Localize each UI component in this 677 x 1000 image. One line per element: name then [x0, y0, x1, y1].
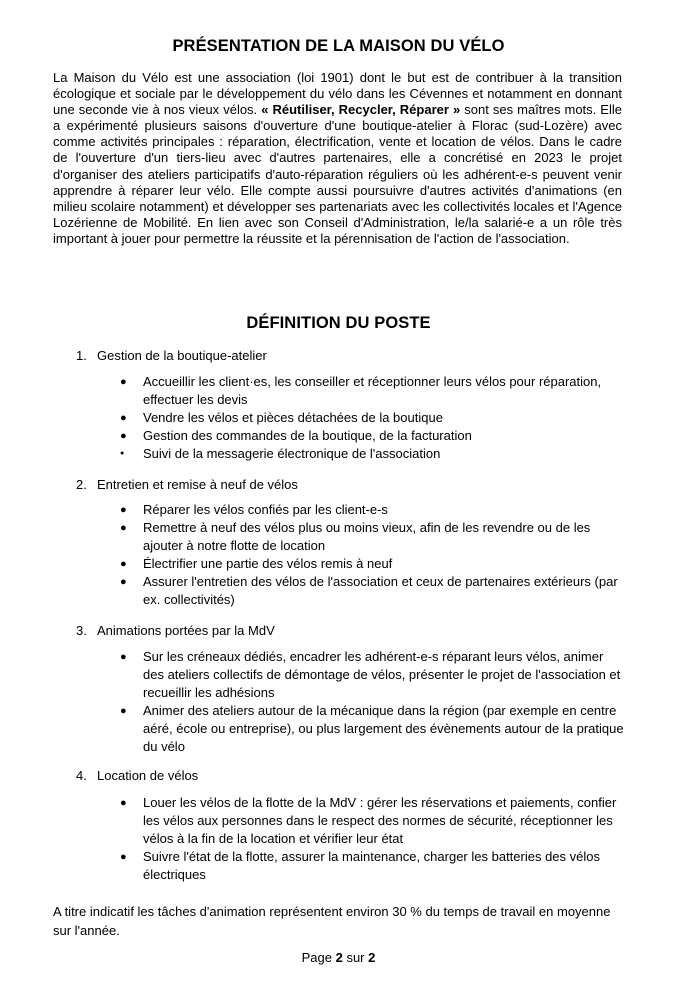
section-heading-1: [76, 348, 636, 363]
section-number: 1.: [76, 348, 87, 363]
presentation-title: PRÉSENTATION DE LA MAISON DU VÉLO: [172, 37, 505, 55]
list-item-text: Électrifier une partie des vélos remis à neuf: [143, 556, 393, 571]
list-item-text: Réparer les vélos confiés par les client-e-s: [143, 502, 388, 517]
list-item-text: Suivi de la messagerie électronique de l'association: [143, 446, 441, 461]
list-item: [120, 427, 625, 445]
closing-note: A titre indicatif les tâches d'animation représentent environ 30 % du temps de travail en moyenne sur l'année.: [53, 904, 611, 938]
bullet-icon: ●: [120, 522, 127, 534]
bullet-icon: ●: [120, 851, 127, 863]
list-item-text: Animer des ateliers autour de la mécanique dans la région (par exemple en centre aéré, école ou entreprise), ou plus largement des évènements autour de la pratique du vélo: [143, 703, 624, 754]
bullet-icon: ●: [120, 450, 125, 457]
section-heading-3: [76, 623, 636, 638]
paragraph-text-1: La Maison du Vélo est une association (loi 1901) dont le but est de contribuer à la transition écologique et sociale par le développement du vélo dans les Cévennes et notamment en donnant une seconde vie à nos vieux vélos.: [53, 70, 622, 118]
bullet-icon: ●: [120, 430, 127, 442]
list-item: [120, 445, 625, 463]
bullet-icon: ●: [120, 576, 127, 588]
section-heading-2: [76, 477, 636, 492]
section-number: 2.: [76, 477, 87, 492]
paragraph-text-2: sont ses maîtres mots. Elle a expérimenté plusieurs saisons d'ouverture d'une boutique-atelier à Florac (sud-Lozère) avec comme activités principales : réparation, électrification, vente et location de vélos. Dans le cadre de l'ouverture d'un tiers-lieu avec d'autres partenaires, elle a concrétisé en 2023 le projet d'organiser des ateliers participatifs d'auto-réparation réguliers où les adhérent-e-s peuvent venir apprendre à réparer leur vélo. Elle compte aussi poursuivre d'autres activités d'animations (en milieu scolaire notamment) et développer ses partenariats avec les collectivités locales et l'Agence Lozérienne de Mobilité. En lien avec son Conseil d'Administration, le/la salarié-e a un rôle très important à jouer pour permettre la réussite et la pérennisation de l'action de l'association.: [53, 102, 622, 246]
list-item-text: Louer les vélos de la flotte de la MdV : gérer les réservations et paiements, confier les vélos aux personnes dans le respect des normes de sécurité, réceptionner les vélos à la fin de la location et vérifier leur état: [143, 795, 617, 846]
bullet-icon: ●: [120, 705, 127, 717]
page-total: 2: [368, 950, 376, 965]
list-item: [120, 555, 625, 573]
page-footer: [0, 950, 677, 965]
list-item-text: Assurer l'entretien des vélos de l'association et ceux de partenaires extérieurs (par ex. collectivités): [143, 574, 618, 607]
list-item-text: Accueillir les client·es, les conseiller et réceptionner leurs vélos pour réparation, effectuer les devis: [143, 374, 602, 407]
section-4-list: [120, 794, 625, 884]
bullet-icon: ●: [120, 651, 127, 663]
section-1-list: [120, 373, 625, 463]
page-label: Page: [301, 950, 336, 965]
list-item: [120, 409, 625, 427]
section-heading-text: Gestion de la boutique-atelier: [97, 348, 267, 363]
list-item: [120, 702, 625, 756]
bullet-icon: ●: [120, 797, 127, 809]
bullet-icon: ●: [120, 504, 127, 516]
definition-title: DÉFINITION DU POSTE: [246, 314, 431, 332]
list-item: [120, 573, 625, 609]
list-item: [120, 501, 625, 519]
section-number: 3.: [76, 623, 87, 638]
list-item: [120, 848, 625, 884]
list-item-text: Vendre les vélos et pièces détachées de la boutique: [143, 410, 443, 425]
list-item: [120, 519, 625, 555]
list-item-text: Gestion des commandes de la boutique, de la facturation: [143, 428, 472, 443]
section-heading-4: [76, 768, 636, 783]
section-number: 4.: [76, 768, 87, 783]
section-2-list: [120, 501, 625, 609]
page-separator: sur: [342, 950, 369, 965]
list-item-text: Sur les créneaux dédiés, encadrer les adhérent-e-s réparant leurs vélos, animer des ateliers collectifs de démontage de vélos, présenter le projet de l'association et recueillir les adhésions: [143, 649, 621, 700]
page-current: 2: [335, 950, 343, 965]
list-item: [120, 794, 625, 848]
list-item-text: Remettre à neuf des vélos plus ou moins vieux, afin de les revendre ou de les ajouter à notre flotte de location: [143, 520, 591, 553]
paragraph-bold-motto: « Réutiliser, Recycler, Réparer »: [261, 102, 461, 118]
section-heading-text: Animations portées par la MdV: [97, 623, 275, 638]
presentation-paragraph: [53, 70, 622, 247]
list-item: [120, 648, 625, 702]
list-item: [120, 373, 625, 409]
bullet-icon: ●: [120, 558, 127, 570]
bullet-icon: ●: [120, 412, 127, 424]
section-heading-text: Entretien et remise à neuf de vélos: [97, 477, 298, 492]
section-3-list: [120, 648, 625, 756]
section-heading-text: Location de vélos: [97, 768, 199, 783]
bullet-icon: ●: [120, 376, 127, 388]
list-item-text: Suivre l'état de la flotte, assurer la maintenance, charger les batteries des vélos électriques: [143, 849, 600, 882]
